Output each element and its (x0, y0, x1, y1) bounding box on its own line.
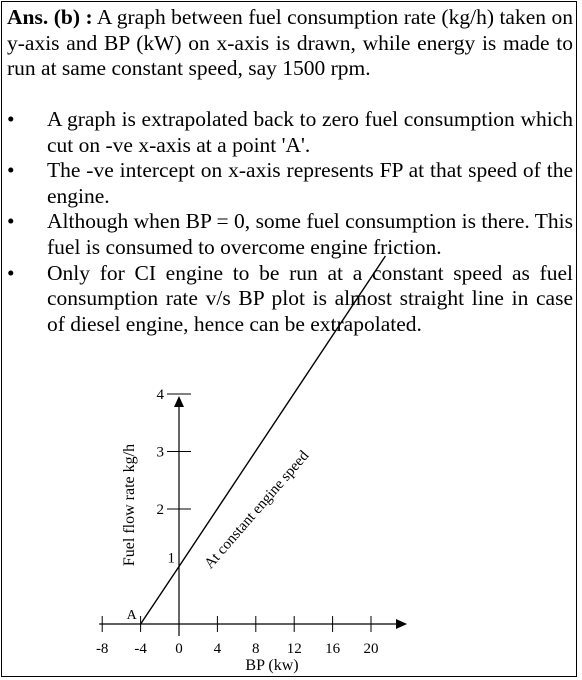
point-a-label: A (126, 608, 137, 623)
x-tick-label: -4 (134, 641, 147, 657)
y-tick-label: 2 (156, 502, 164, 518)
series-line (141, 256, 386, 624)
x-tick-label: 0 (175, 641, 183, 657)
y-tick-label: 1 (167, 550, 175, 567)
bullet-marker: • (7, 209, 15, 234)
x-tick-label: 16 (325, 641, 341, 657)
answer-text: A graph between fuel consumption rate (kg/h) taken on y-axis and BP (kW) on x-axis is drawn, while energy is made to run at same constant speed, say 1500 rpm. (7, 5, 573, 81)
x-tick-label: 8 (252, 641, 260, 657)
bullet-text: Only for CI engine to be run at a constant speed as fuel consumption rate v/s BP plot is almost straight line in case of diesel engine, hence can be extrapolated. (47, 260, 573, 336)
y-axis-title: Fuel flow rate kg/h (121, 443, 138, 567)
x-tick-label: 4 (213, 641, 222, 657)
series-label: At constant engine speed (201, 448, 313, 572)
bullet-text: Although when BP = 0, some fuel consumption is there. This fuel is consumed to overcome engine friction. (47, 209, 573, 259)
x-tick-label: 12 (286, 641, 302, 657)
y-tick-label: 3 (156, 444, 164, 461)
bullet-marker: • (7, 158, 15, 183)
y-axis-arrow (174, 396, 184, 407)
bullet-text: A graph is extrapolated back to zero fuel consumption which cut on -ve x-axis at a point 'A'. (47, 107, 573, 157)
x-axis-arrow (396, 619, 407, 629)
answer-label: Ans. (b) : (7, 5, 93, 29)
x-axis-title: BP (kw) (245, 657, 299, 674)
bullet-marker: • (7, 260, 15, 285)
x-tick-label: -8 (95, 641, 109, 657)
bullet-marker: • (7, 107, 15, 131)
x-tick-label: 20 (363, 641, 379, 657)
y-tick-label: 4 (156, 387, 164, 403)
bullet-text: The -ve intercept on x-axis represents FP at that speed of the engine. (47, 158, 573, 208)
